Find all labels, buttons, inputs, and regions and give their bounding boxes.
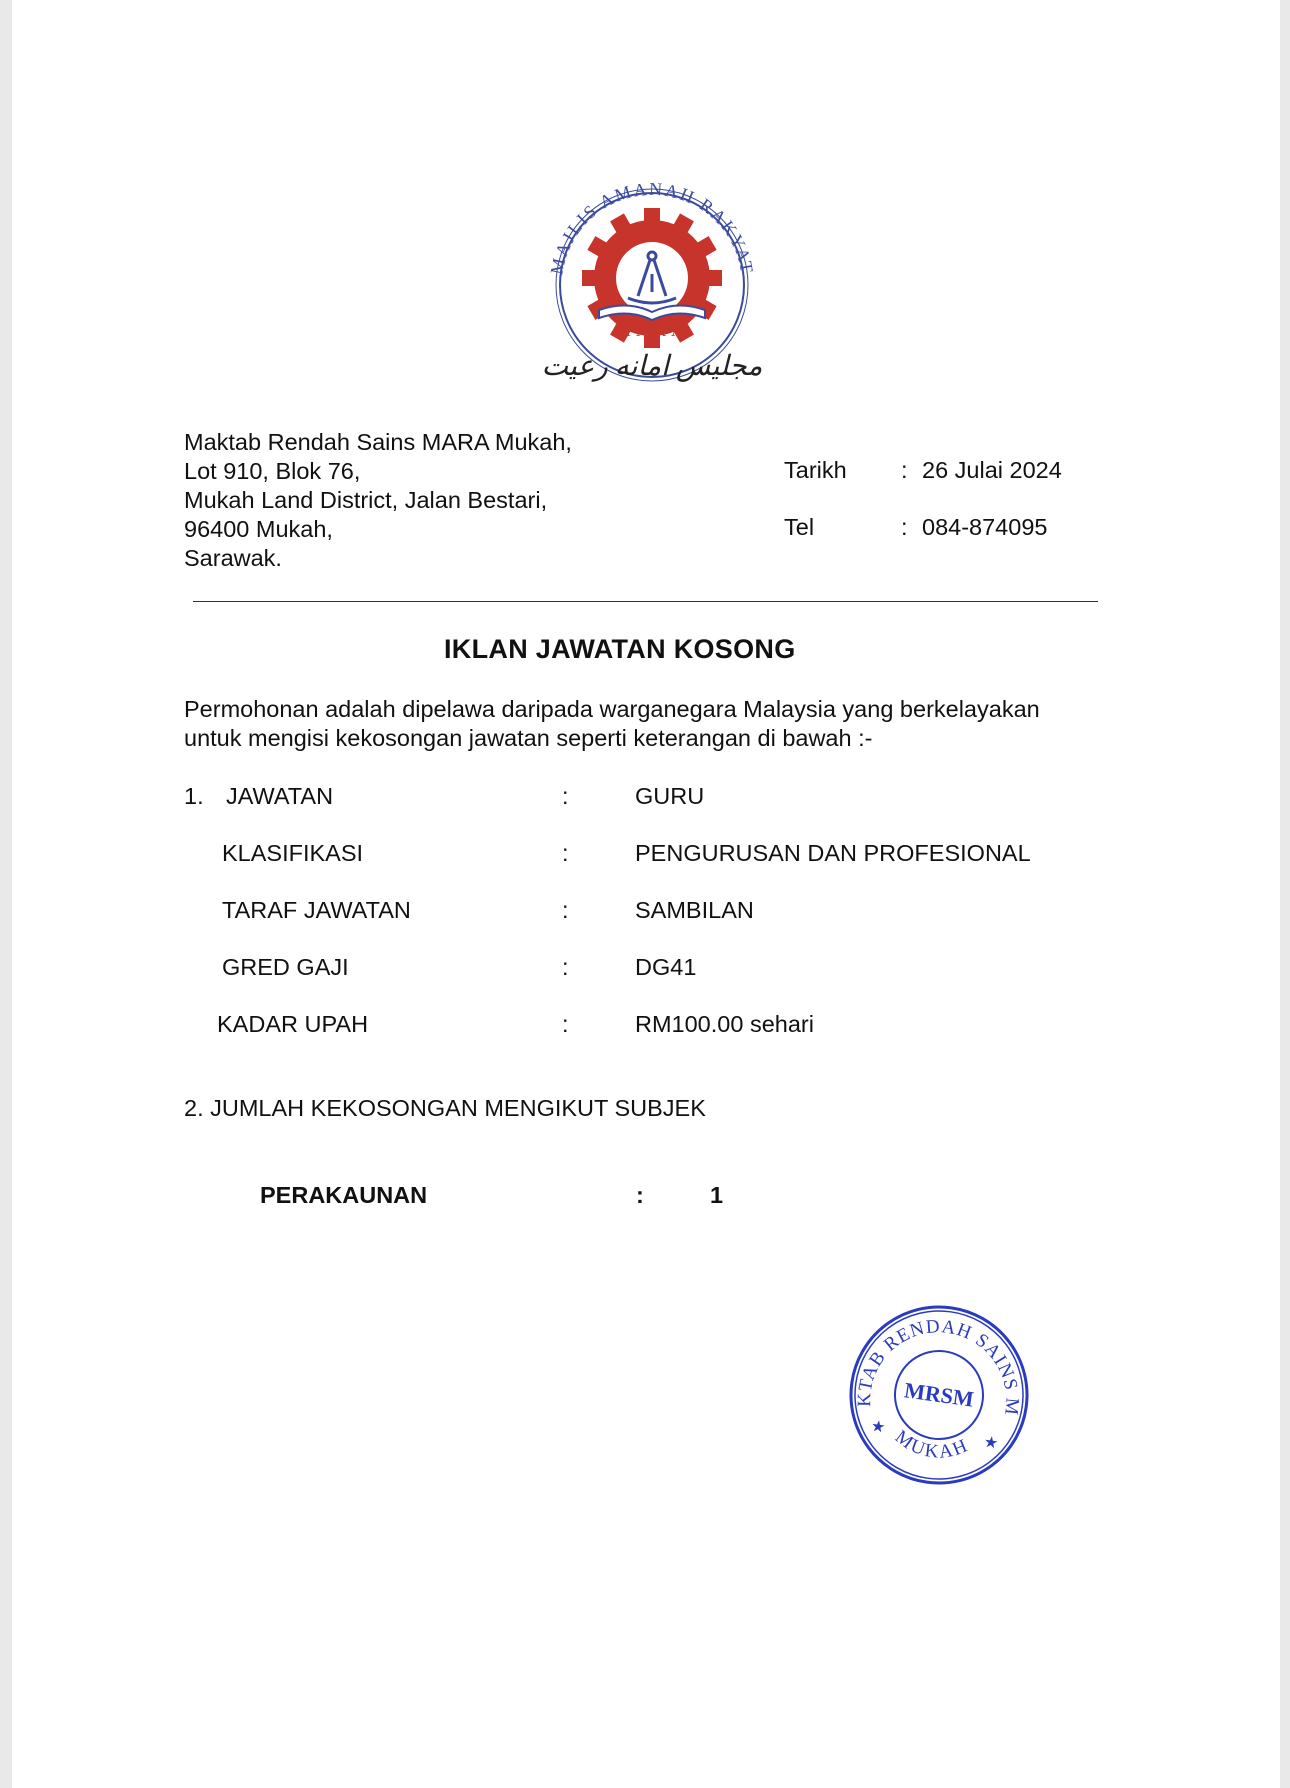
row-value-klasifikasi: PENGURUSAN DAN PROFESIONAL <box>635 840 1031 866</box>
tel-value: 084-874095 <box>922 514 1048 540</box>
row-value-kadar-upah: RM100.00 sehari <box>635 1011 814 1037</box>
address-line: Lot 910, Blok 76, <box>184 458 361 484</box>
intro-line: untuk mengisi kekosongan jawatan seperti keterangan di bawah :- <box>184 725 873 751</box>
tel-separator: : <box>901 514 908 540</box>
row-separator: : <box>562 840 569 866</box>
row-label-jawatan: JAWATAN <box>226 783 334 809</box>
logo-ring-text: MAJLIS AMANAH RAKYAT <box>546 178 758 277</box>
row-label-kadar-upah: KADAR UPAH <box>217 1011 369 1037</box>
section-2-heading: 2. JUMLAH KEKOSONGAN MENGIKUT SUBJEK <box>184 1095 706 1121</box>
date-value: 26 Julai 2024 <box>922 457 1062 483</box>
star-icon: ★ <box>982 1433 1000 1453</box>
row-separator: : <box>562 783 569 809</box>
address-line: 96400 Mukah, <box>184 516 333 542</box>
mrsm-stamp <box>844 1300 1034 1490</box>
row-label-taraf-jawatan: TARAF JAWATAN <box>222 897 411 923</box>
divider <box>193 601 1098 602</box>
subject-count: 1 <box>710 1182 724 1208</box>
row-value-taraf-jawatan: SAMBILAN <box>635 897 754 923</box>
address-line: Sarawak. <box>184 545 282 571</box>
address-block <box>184 428 572 573</box>
page-title: IKLAN JAWATAN KOSONG <box>444 634 796 664</box>
row-label-klasifikasi: KLASIFIKASI <box>222 840 364 866</box>
document-page <box>12 0 1280 1788</box>
intro-paragraph <box>184 695 1040 753</box>
star-icon: ★ <box>869 1417 887 1437</box>
address-line: Mukah Land District, Jalan Bestari, <box>184 487 548 513</box>
logo-jawi-text: مجليس امانه رعيت <box>541 351 763 382</box>
tel-label: Tel <box>784 514 815 540</box>
date-separator: : <box>901 457 908 483</box>
stamp-center-text: MRSM <box>902 1377 976 1412</box>
row-value-jawatan: GURU <box>635 783 705 809</box>
row-label-gred-gaji: GRED GAJI <box>222 954 349 980</box>
subject-separator: : <box>636 1182 644 1208</box>
mara-logo <box>537 160 767 400</box>
section-1-number: 1. <box>184 783 204 809</box>
subject-label: PERAKAUNAN <box>260 1182 428 1208</box>
row-separator: : <box>562 1011 569 1037</box>
row-separator: : <box>562 954 569 980</box>
stamp-outer-text: MAKTAB RENDAH SAINS MARA <box>854 1316 1023 1417</box>
date-label: Tarikh <box>784 457 847 483</box>
logo-mara-text: MARA <box>614 320 690 340</box>
stamp-bottom-text: MUKAH <box>890 1426 973 1463</box>
row-value-gred-gaji: DG41 <box>635 954 697 980</box>
intro-line: Permohonan adalah dipelawa daripada warganegara Malaysia yang berkelayakan <box>184 696 1040 722</box>
row-separator: : <box>562 897 569 923</box>
address-line: Maktab Rendah Sains MARA Mukah, <box>184 429 572 455</box>
